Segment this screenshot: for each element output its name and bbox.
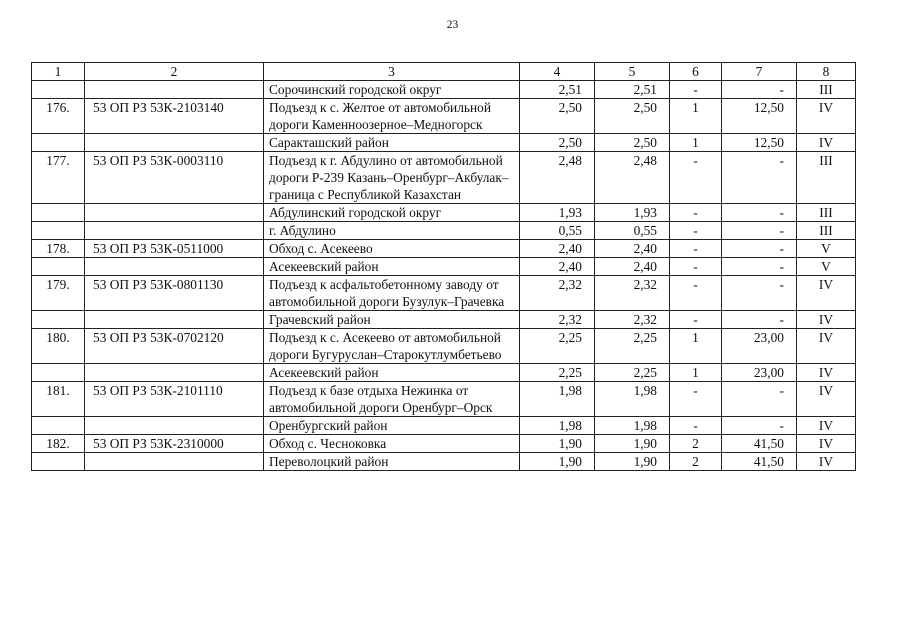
bridge-count-cell: 2 <box>670 453 722 471</box>
road-category-cell: III <box>797 152 856 204</box>
bridge-count-cell: 1 <box>670 134 722 152</box>
bridge-count-cell: 1 <box>670 364 722 382</box>
hard-surface-length-cell: 2,51 <box>595 81 670 99</box>
road-code-cell <box>85 204 264 222</box>
roads-table <box>31 62 856 471</box>
hard-surface-length-cell: 1,90 <box>595 453 670 471</box>
row-number-cell <box>32 311 85 329</box>
total-length-cell: 2,51 <box>520 81 595 99</box>
bridge-length-cell: - <box>722 311 797 329</box>
column-header-4: 4 <box>520 63 595 81</box>
road-name-cell: Подъезд к с. Желтое от автомобильной дороги Каменноозерное–Медногорск <box>264 99 520 134</box>
bridge-count-cell: - <box>670 152 722 204</box>
hard-surface-length-cell: 2,40 <box>595 240 670 258</box>
bridge-length-cell: 12,50 <box>722 99 797 134</box>
hard-surface-length-cell: 2,32 <box>595 276 670 311</box>
total-length-cell: 2,50 <box>520 134 595 152</box>
road-code-cell: 53 ОП РЗ 53К-0702120 <box>85 329 264 364</box>
bridge-length-cell: - <box>722 81 797 99</box>
road-category-cell: IV <box>797 417 856 435</box>
table-row <box>32 311 856 329</box>
bridge-count-cell: - <box>670 311 722 329</box>
table-row <box>32 204 856 222</box>
road-code-cell <box>85 364 264 382</box>
bridge-count-cell: - <box>670 81 722 99</box>
hard-surface-length-cell: 2,25 <box>595 329 670 364</box>
table-row <box>32 453 856 471</box>
table-row <box>32 329 856 364</box>
bridge-length-cell: 12,50 <box>722 134 797 152</box>
road-name-cell: Абдулинский городской округ <box>264 204 520 222</box>
bridge-length-cell: 41,50 <box>722 435 797 453</box>
hard-surface-length-cell: 0,55 <box>595 222 670 240</box>
road-code-cell: 53 ОП РЗ 53К-2101110 <box>85 382 264 417</box>
row-number-cell: 177. <box>32 152 85 204</box>
total-length-cell: 2,50 <box>520 99 595 134</box>
road-code-cell <box>85 417 264 435</box>
bridge-length-cell: 23,00 <box>722 364 797 382</box>
bridge-count-cell: - <box>670 240 722 258</box>
bridge-length-cell: - <box>722 258 797 276</box>
road-name-cell: Асекеевский район <box>264 364 520 382</box>
total-length-cell: 2,25 <box>520 364 595 382</box>
road-code-cell <box>85 453 264 471</box>
road-name-cell: г. Абдулино <box>264 222 520 240</box>
total-length-cell: 2,48 <box>520 152 595 204</box>
bridge-length-cell: 41,50 <box>722 453 797 471</box>
total-length-cell: 1,90 <box>520 453 595 471</box>
row-number-cell <box>32 81 85 99</box>
bridge-count-cell: 1 <box>670 99 722 134</box>
table-row <box>32 258 856 276</box>
road-code-cell: 53 ОП РЗ 53К-2310000 <box>85 435 264 453</box>
row-number-cell <box>32 204 85 222</box>
road-name-cell: Оренбургский район <box>264 417 520 435</box>
road-code-cell: 53 ОП РЗ 53К-0801130 <box>85 276 264 311</box>
bridge-length-cell: - <box>722 276 797 311</box>
bridge-count-cell: - <box>670 417 722 435</box>
total-length-cell: 2,32 <box>520 311 595 329</box>
road-category-cell: III <box>797 81 856 99</box>
row-number-cell: 176. <box>32 99 85 134</box>
road-name-cell: Обход с. Асекеево <box>264 240 520 258</box>
road-code-cell: 53 ОП РЗ 53К-0003110 <box>85 152 264 204</box>
road-name-cell: Подъезд к с. Асекеево от автомобильной дороги Бугуруслан–Старокутлумбетьево <box>264 329 520 364</box>
page-number: 23 <box>446 19 459 31</box>
total-length-cell: 2,40 <box>520 240 595 258</box>
road-category-cell: III <box>797 222 856 240</box>
hard-surface-length-cell: 1,90 <box>595 435 670 453</box>
row-number-cell <box>32 364 85 382</box>
row-number-cell: 182. <box>32 435 85 453</box>
bridge-count-cell: 2 <box>670 435 722 453</box>
hard-surface-length-cell: 1,98 <box>595 382 670 417</box>
bridge-length-cell: - <box>722 152 797 204</box>
road-category-cell: IV <box>797 382 856 417</box>
road-category-cell: IV <box>797 453 856 471</box>
bridge-count-cell: - <box>670 204 722 222</box>
total-length-cell: 2,25 <box>520 329 595 364</box>
bridge-count-cell: - <box>670 382 722 417</box>
road-name-cell: Подъезд к асфальтобетонному заводу от автомобильной дороги Бузулук–Грачевка <box>264 276 520 311</box>
table-row <box>32 382 856 417</box>
row-number-cell <box>32 222 85 240</box>
hard-surface-length-cell: 1,98 <box>595 417 670 435</box>
header-row <box>32 63 856 81</box>
hard-surface-length-cell: 2,40 <box>595 258 670 276</box>
road-code-cell <box>85 134 264 152</box>
table-row <box>32 81 856 99</box>
road-category-cell: IV <box>797 134 856 152</box>
road-category-cell: IV <box>797 329 856 364</box>
hard-surface-length-cell: 2,25 <box>595 364 670 382</box>
road-code-cell <box>85 311 264 329</box>
total-length-cell: 0,55 <box>520 222 595 240</box>
road-name-cell: Грачевский район <box>264 311 520 329</box>
road-name-cell: Асекеевский район <box>264 258 520 276</box>
bridge-length-cell: 23,00 <box>722 329 797 364</box>
total-length-cell: 1,98 <box>520 417 595 435</box>
road-name-cell: Обход с. Чесноковка <box>264 435 520 453</box>
total-length-cell: 1,98 <box>520 382 595 417</box>
row-number-cell <box>32 258 85 276</box>
row-number-cell: 178. <box>32 240 85 258</box>
bridge-length-cell: - <box>722 382 797 417</box>
hard-surface-length-cell: 2,48 <box>595 152 670 204</box>
total-length-cell: 1,90 <box>520 435 595 453</box>
table-row <box>32 222 856 240</box>
bridge-length-cell: - <box>722 204 797 222</box>
row-number-cell: 181. <box>32 382 85 417</box>
road-category-cell: IV <box>797 311 856 329</box>
road-name-cell: Подъезд к г. Абдулино от автомобильной дороги Р-239 Казань–Оренбург–Акбулак–граница с Республикой Казахстан <box>264 152 520 204</box>
bridge-count-cell: 1 <box>670 329 722 364</box>
row-number-cell <box>32 134 85 152</box>
table-row <box>32 134 856 152</box>
bridge-count-cell: - <box>670 222 722 240</box>
road-category-cell: V <box>797 258 856 276</box>
hard-surface-length-cell: 1,93 <box>595 204 670 222</box>
bridge-length-cell: - <box>722 417 797 435</box>
column-header-1: 1 <box>32 63 85 81</box>
road-name-cell: Переволоцкий район <box>264 453 520 471</box>
road-category-cell: IV <box>797 276 856 311</box>
total-length-cell: 2,40 <box>520 258 595 276</box>
total-length-cell: 1,93 <box>520 204 595 222</box>
column-header-2: 2 <box>85 63 264 81</box>
table-row <box>32 276 856 311</box>
total-length-cell: 2,32 <box>520 276 595 311</box>
hard-surface-length-cell: 2,50 <box>595 99 670 134</box>
road-code-cell <box>85 81 264 99</box>
road-category-cell: V <box>797 240 856 258</box>
road-category-cell: IV <box>797 99 856 134</box>
table-row <box>32 364 856 382</box>
column-header-3: 3 <box>264 63 520 81</box>
bridge-count-cell: - <box>670 258 722 276</box>
column-header-7: 7 <box>722 63 797 81</box>
table-body <box>32 81 856 471</box>
column-header-5: 5 <box>595 63 670 81</box>
bridge-count-cell: - <box>670 276 722 311</box>
road-name-cell: Саракташский район <box>264 134 520 152</box>
row-number-cell: 179. <box>32 276 85 311</box>
row-number-cell <box>32 453 85 471</box>
road-code-cell <box>85 222 264 240</box>
hard-surface-length-cell: 2,50 <box>595 134 670 152</box>
bridge-length-cell: - <box>722 240 797 258</box>
table-row <box>32 240 856 258</box>
table-row <box>32 99 856 134</box>
road-category-cell: IV <box>797 435 856 453</box>
road-category-cell: III <box>797 204 856 222</box>
road-name-cell: Сорочинский городской округ <box>264 81 520 99</box>
hard-surface-length-cell: 2,32 <box>595 311 670 329</box>
row-number-cell: 180. <box>32 329 85 364</box>
road-code-cell: 53 ОП РЗ 53К-2103140 <box>85 99 264 134</box>
road-code-cell: 53 ОП РЗ 53К-0511000 <box>85 240 264 258</box>
road-code-cell <box>85 258 264 276</box>
road-category-cell: IV <box>797 364 856 382</box>
road-name-cell: Подъезд к базе отдыха Нежинка от автомобильной дороги Оренбург–Орск <box>264 382 520 417</box>
row-number-cell <box>32 417 85 435</box>
bridge-length-cell: - <box>722 222 797 240</box>
table-row <box>32 435 856 453</box>
column-header-8: 8 <box>797 63 856 81</box>
table-row <box>32 417 856 435</box>
column-header-6: 6 <box>670 63 722 81</box>
table-row <box>32 152 856 204</box>
